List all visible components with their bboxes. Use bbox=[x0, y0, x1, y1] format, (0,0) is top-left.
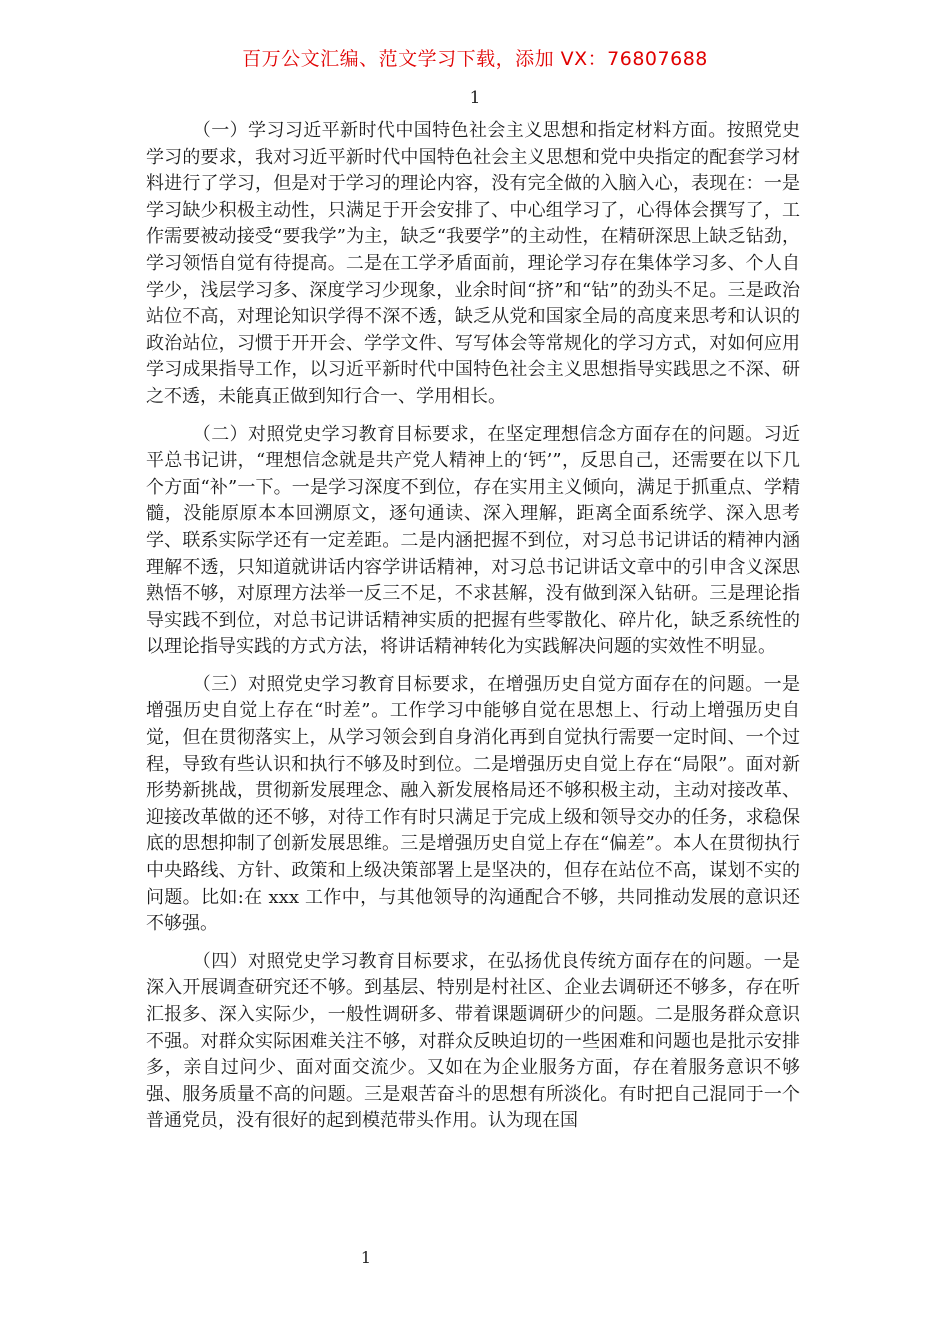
top-page-number: 1 bbox=[469, 88, 481, 108]
paragraph-4: （四）对照党史学习教育目标要求，在弘扬优良传统方面存在的问题。一是深入开展调查研究还不够。到基层、特别是村社区、企业去调研还不够多，存在听汇报多、深入实际少，一般性调研多、带着课题调研少的问题。二是服务群众意识不强。对群众实际困难关注不够，对群众反映迫切的一些困难和问题也是批示安排多，亲自过问少、面对面交流少。又如在为企业服务方面，存在着服务意识不够强、服务质量不高的问题。三是艰苦奋斗的思想有所淡化。有时把自己混同于一个普通党员，没有很好的起到模范带头作用。认为现在国 bbox=[146, 950, 800, 1132]
header-banner: 百万公文汇编、范文学习下载，添加 VX：76807688 bbox=[242, 48, 708, 70]
paragraph-1: （一）学习习近平新时代中国特色社会主义思想和指定材料方面。按照党史学习的要求，我对习近平新时代中国特色社会主义思想和党中央指定的配套学习材料进行了学习，但是对于学习的理论内容，没有完全做的入脑入心，表现在：一是学习缺少积极主动性，只满足于开会安排了、中心组学习了，心得体会撰写了，工作需要被动接受“要我学”为主，缺乏“我要学”的主动性，在精研深思上缺乏钻劲，学习领悟自觉有待提高。二是在工学矛盾面前，理论学习存在集体学习多、个人自学少，浅层学习多、深度学习少现象，业余时间“挤”和“钻”的劲头不足。三是政治站位不高，对理论知识学得不深不透，缺乏从党和国家全局的高度来思考和认识的政治站位，习惯于开开会、学学文件、写写体会等常规化的学习方式，对如何应用学习成果指导工作，以习近平新时代中国特色社会主义思想指导实践思之不深、研之不透，未能真正做到知行合一、学用相长。 bbox=[146, 120, 800, 407]
bottom-page-number: 1 bbox=[360, 1248, 372, 1267]
paragraph-3: （三）对照党史学习教育目标要求，在增强历史自觉方面存在的问题。一是增强历史自觉上存在“时差”。工作学习中能够自觉在思想上、行动上增强历史自觉，但在贯彻落实上，从学习领会到自身消化再到自觉执行需要一定时间、一个过程，导致有些认识和执行不够及时到位。二是增强历史自觉上存在“局限”。面对新形势新挑战，贯彻新发展理念、融入新发展格局还不够积极主动，主动对接改革、迎接改革做的还不够，对待工作有时只满足于完成上级和领导交办的任务，求稳保底的思想抑制了创新发展思维。三是增强历史自觉上存在“偏差”。本人在贯彻执行中央路线、方针、政策和上级决策部署上是坚决的，但存在站位不高，谋划不实的问题。比如:在 xxx 工作中，与其他领导的沟通配合不够，共同推动发展的意识还不够强。 bbox=[146, 673, 800, 935]
document-body bbox=[146, 118, 800, 1146]
paragraph-2: （二）对照党史学习教育目标要求，在坚定理想信念方面存在的问题。习近平总书记讲，“理想信念就是共产党人精神上的‘钙’”，反思自己，还需要在以下几个方面“补”一下。一是学习深度不到位，存在实用主义倾向，满足于抓重点、学精髓，没能原原本本回溯原文，逐句通读、深入理解，距离全面系统学、深入思考学、联系实际学还有一定差距。二是内涵把握不到位，对习总书记讲话的精神内涵理解不透，只知道就讲话内容学讲话精神，对习总书记讲话文章中的引申含义深思熟悟不够，对原理方法举一反三不足，不求甚解，没有做到深入钻研。三是理论指导实践不到位，对总书记讲话精神实质的把握有些零散化、碎片化，缺乏系统性的以理论指导实践的方式方法，将讲话精神转化为实践解决问题的实效性不明显。 bbox=[146, 423, 800, 658]
